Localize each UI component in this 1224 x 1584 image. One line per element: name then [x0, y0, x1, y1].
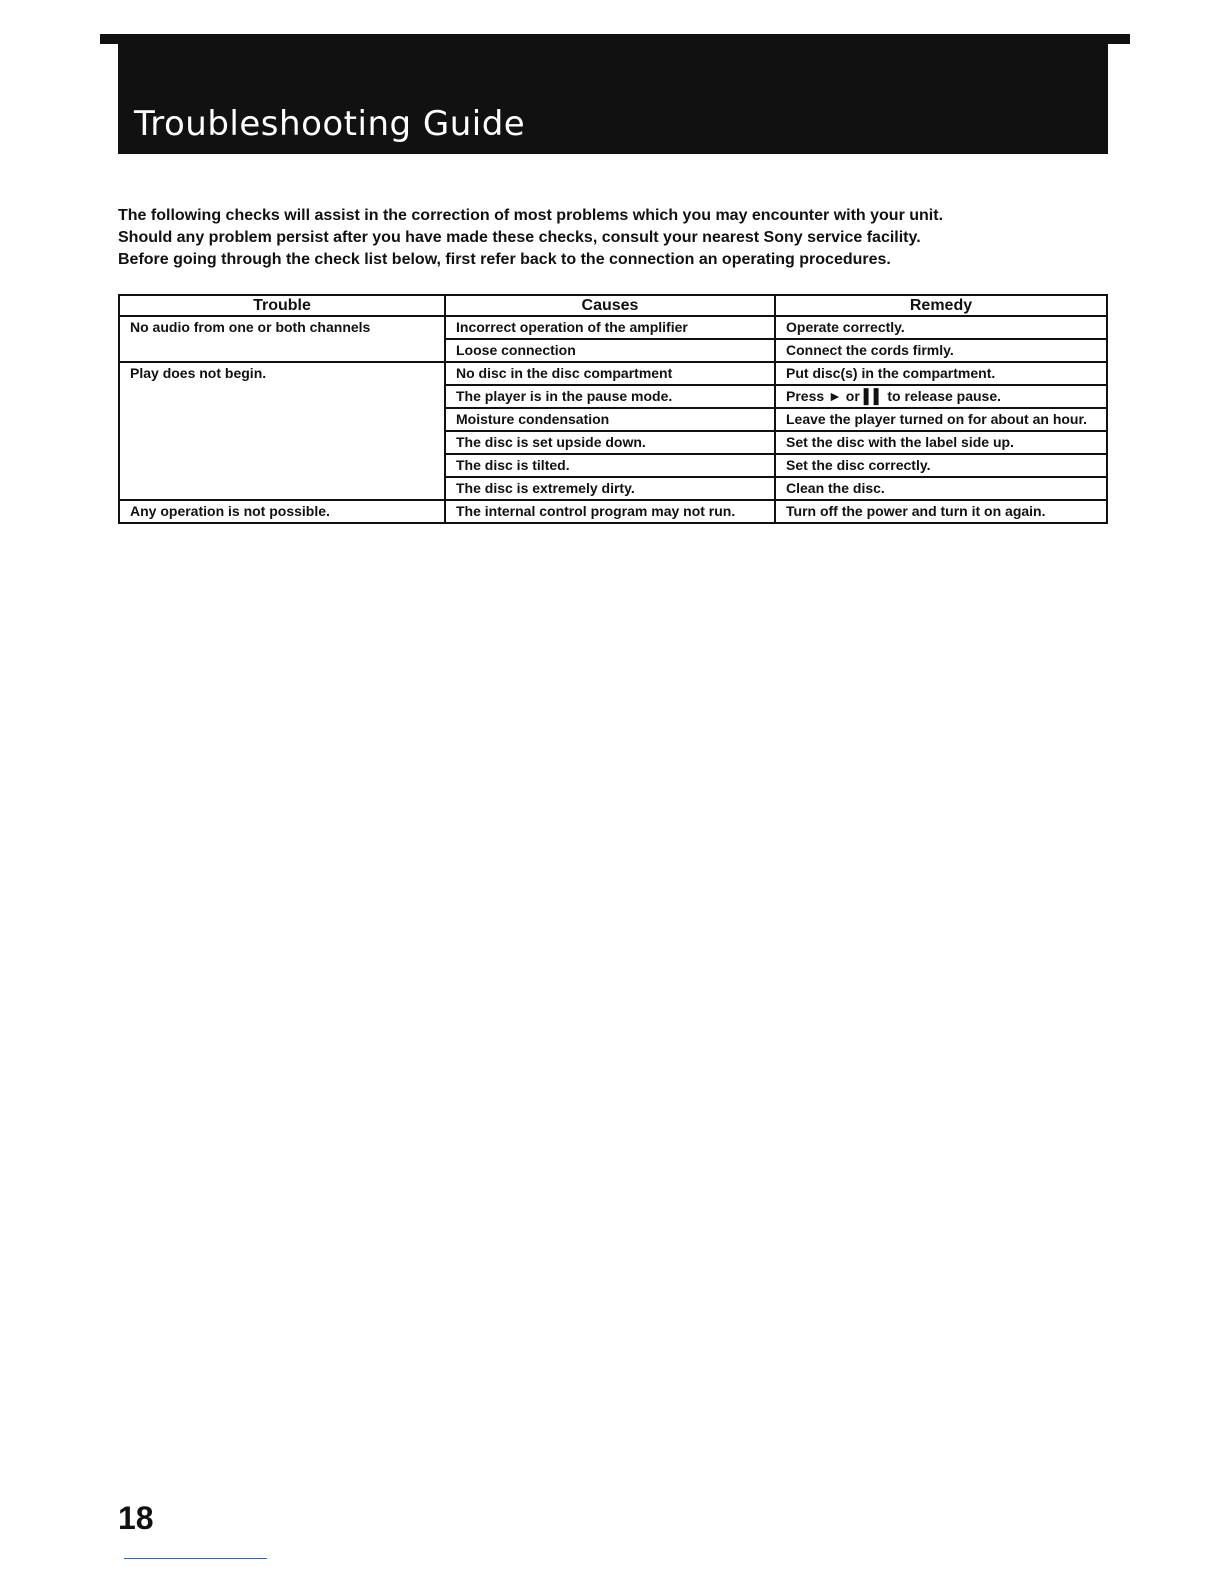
remedy-cell: Press ► or ▌▌ to release pause. — [775, 385, 1107, 408]
trouble-cell: Play does not begin. — [119, 362, 445, 500]
trouble-cell: Any operation is not possible. — [119, 500, 445, 523]
cause-cell: Loose connection — [445, 339, 775, 362]
column-header-remedy: Remedy — [775, 295, 1107, 316]
cause-cell: The disc is extremely dirty. — [445, 477, 775, 500]
intro-line: Before going through the check list below, first refer back to the connection an operating procedures. — [118, 251, 891, 268]
title-bar — [118, 40, 1108, 154]
remedy-cell: Leave the player turned on for about an hour. — [775, 408, 1107, 431]
remedy-cell: Put disc(s) in the compartment. — [775, 362, 1107, 385]
cause-cell: No disc in the disc compartment — [445, 362, 775, 385]
cause-cell: The internal control program may not run. — [445, 500, 775, 523]
remedy-cell: Connect the cords firmly. — [775, 339, 1107, 362]
remedy-cell: Set the disc with the label side up. — [775, 431, 1107, 454]
intro-paragraph — [118, 205, 1108, 271]
page-title: Troubleshooting Guide — [134, 104, 526, 144]
cause-cell: Incorrect operation of the amplifier — [445, 316, 775, 339]
table-row — [119, 500, 1107, 523]
table-header-row — [119, 295, 1107, 316]
table-row — [119, 362, 1107, 385]
intro-line: The following checks will assist in the correction of most problems which you may encounter with your unit. — [118, 207, 944, 224]
cause-cell: The disc is set upside down. — [445, 431, 775, 454]
cause-cell: The player is in the pause mode. — [445, 385, 775, 408]
troubleshooting-table — [118, 294, 1108, 524]
page-number: 18 — [118, 1500, 154, 1536]
column-header-trouble: Trouble — [119, 295, 445, 316]
table-row — [119, 316, 1107, 339]
trouble-cell: No audio from one or both channels — [119, 316, 445, 362]
remedy-cell: Operate correctly. — [775, 316, 1107, 339]
remedy-cell: Turn off the power and turn it on again. — [775, 500, 1107, 523]
cause-cell: The disc is tilted. — [445, 454, 775, 477]
remedy-cell: Clean the disc. — [775, 477, 1107, 500]
footer-rule — [124, 1558, 267, 1559]
column-header-causes: Causes — [445, 295, 775, 316]
intro-line: Should any problem persist after you have made these checks, consult your nearest Sony service facility. — [118, 229, 921, 246]
remedy-cell: Set the disc correctly. — [775, 454, 1107, 477]
cause-cell: Moisture condensation — [445, 408, 775, 431]
